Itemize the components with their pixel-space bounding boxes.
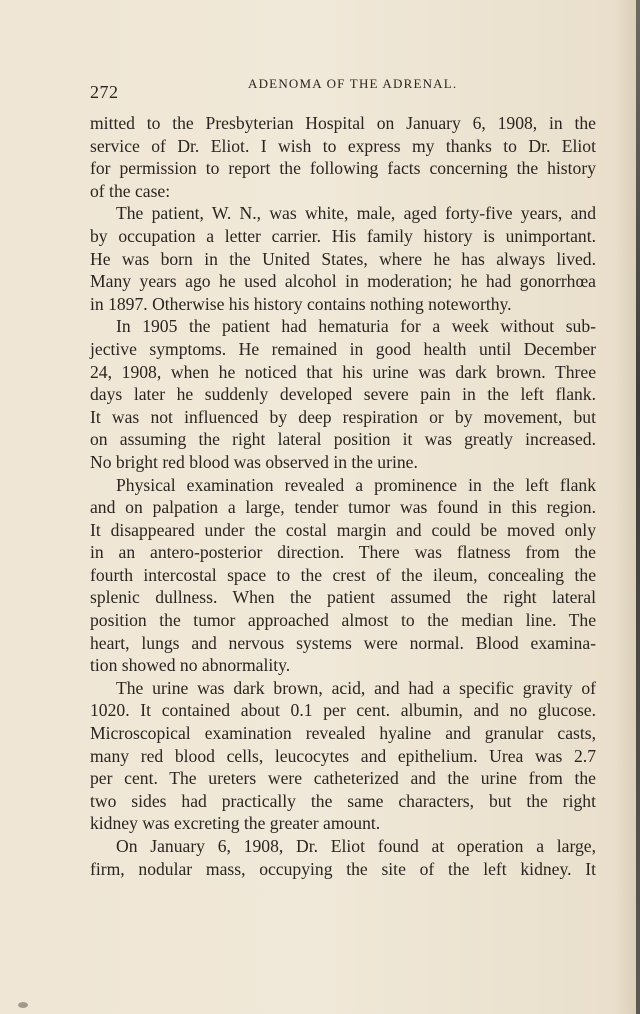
text-line: It disappeared under the costal margin and could be moved only (90, 519, 596, 540)
text-line: Many years ago he used alcohol in moderation; he had gonorrhœa (90, 271, 596, 292)
text-line: by occupation a letter carrier. His family history is unimportant. (90, 225, 596, 246)
text-line: Microscopical examination revealed hyaline and granular casts, (90, 723, 596, 744)
text-line: He was born in the United States, where he has always lived. (90, 248, 596, 269)
text-line: tion showed no abnormality. (90, 655, 291, 676)
text-line: fourth intercostal space to the crest of the ileum, concealing the (90, 564, 596, 585)
text-line: splenic dullness. When the patient assumed the right lateral (90, 587, 596, 608)
text-line: per cent. The ureters were catheterized and the urine from the (90, 768, 596, 789)
text-line: 1020. It contained about 0.1 per cent. albumin, and no glucose. (90, 700, 596, 721)
text-line: and on palpation a large, tender tumor was found in this region. (90, 497, 596, 518)
text-line: kidney was excreting the greater amount. (90, 813, 381, 834)
running-head: ADENOMA OF THE ADRENAL. (248, 76, 458, 91)
page-number: 272 (90, 82, 119, 102)
ink-smudge (18, 1002, 28, 1008)
page-edge-shadow (636, 0, 640, 1014)
text-line: on assuming the right lateral position it was greatly increased. (90, 429, 596, 450)
text-line: of the case: (90, 180, 171, 201)
text-line: mitted to the Presbyterian Hospital on January 6, 1908, in the (90, 113, 596, 133)
text-line: days later he suddenly developed severe pain in the left flank. (90, 384, 596, 405)
text-line: many red blood cells, leucocytes and epithelium. Urea was 2.7 (90, 745, 596, 766)
text-line: jective symptoms. He remained in good health until December (90, 338, 596, 359)
text-line: The patient, W. N., was white, male, aged forty-five years, and (116, 203, 596, 224)
text-line: No bright red blood was observed in the urine. (90, 451, 418, 472)
text-line: In 1905 the patient had hematuria for a week without sub- (116, 316, 596, 337)
text-line: in an antero-posterior direction. There was flatness from the (90, 542, 596, 563)
text-line: The urine was dark brown, acid, and had a specific gravity of (116, 677, 596, 698)
text-line: firm, nodular mass, occupying the site of the left kidney. It (90, 858, 596, 879)
text-line: On January 6, 1908, Dr. Eliot found at operation a large, (116, 836, 596, 856)
text-line: heart, lungs and nervous systems were normal. Blood examina- (90, 632, 596, 653)
text-line: Physical examination revealed a prominence in the left flank (116, 474, 596, 495)
text-line: in 1897. Otherwise his history contains nothing noteworthy. (90, 293, 512, 314)
text-line: two sides had practically the same characters, but the right (90, 790, 596, 811)
text-line: service of Dr. Eliot. I wish to express my thanks to Dr. Eliot (90, 135, 596, 156)
text-line: for permission to report the following facts concerning the history (90, 158, 596, 179)
body-text (90, 112, 596, 880)
text-line: It was not influenced by deep respiration or by movement, but (90, 406, 596, 427)
page-header (90, 76, 595, 100)
text-line: position the tumor approached almost to the median line. The (90, 610, 596, 631)
text-line: 24, 1908, when he noticed that his urine was dark brown. Three (90, 361, 596, 382)
